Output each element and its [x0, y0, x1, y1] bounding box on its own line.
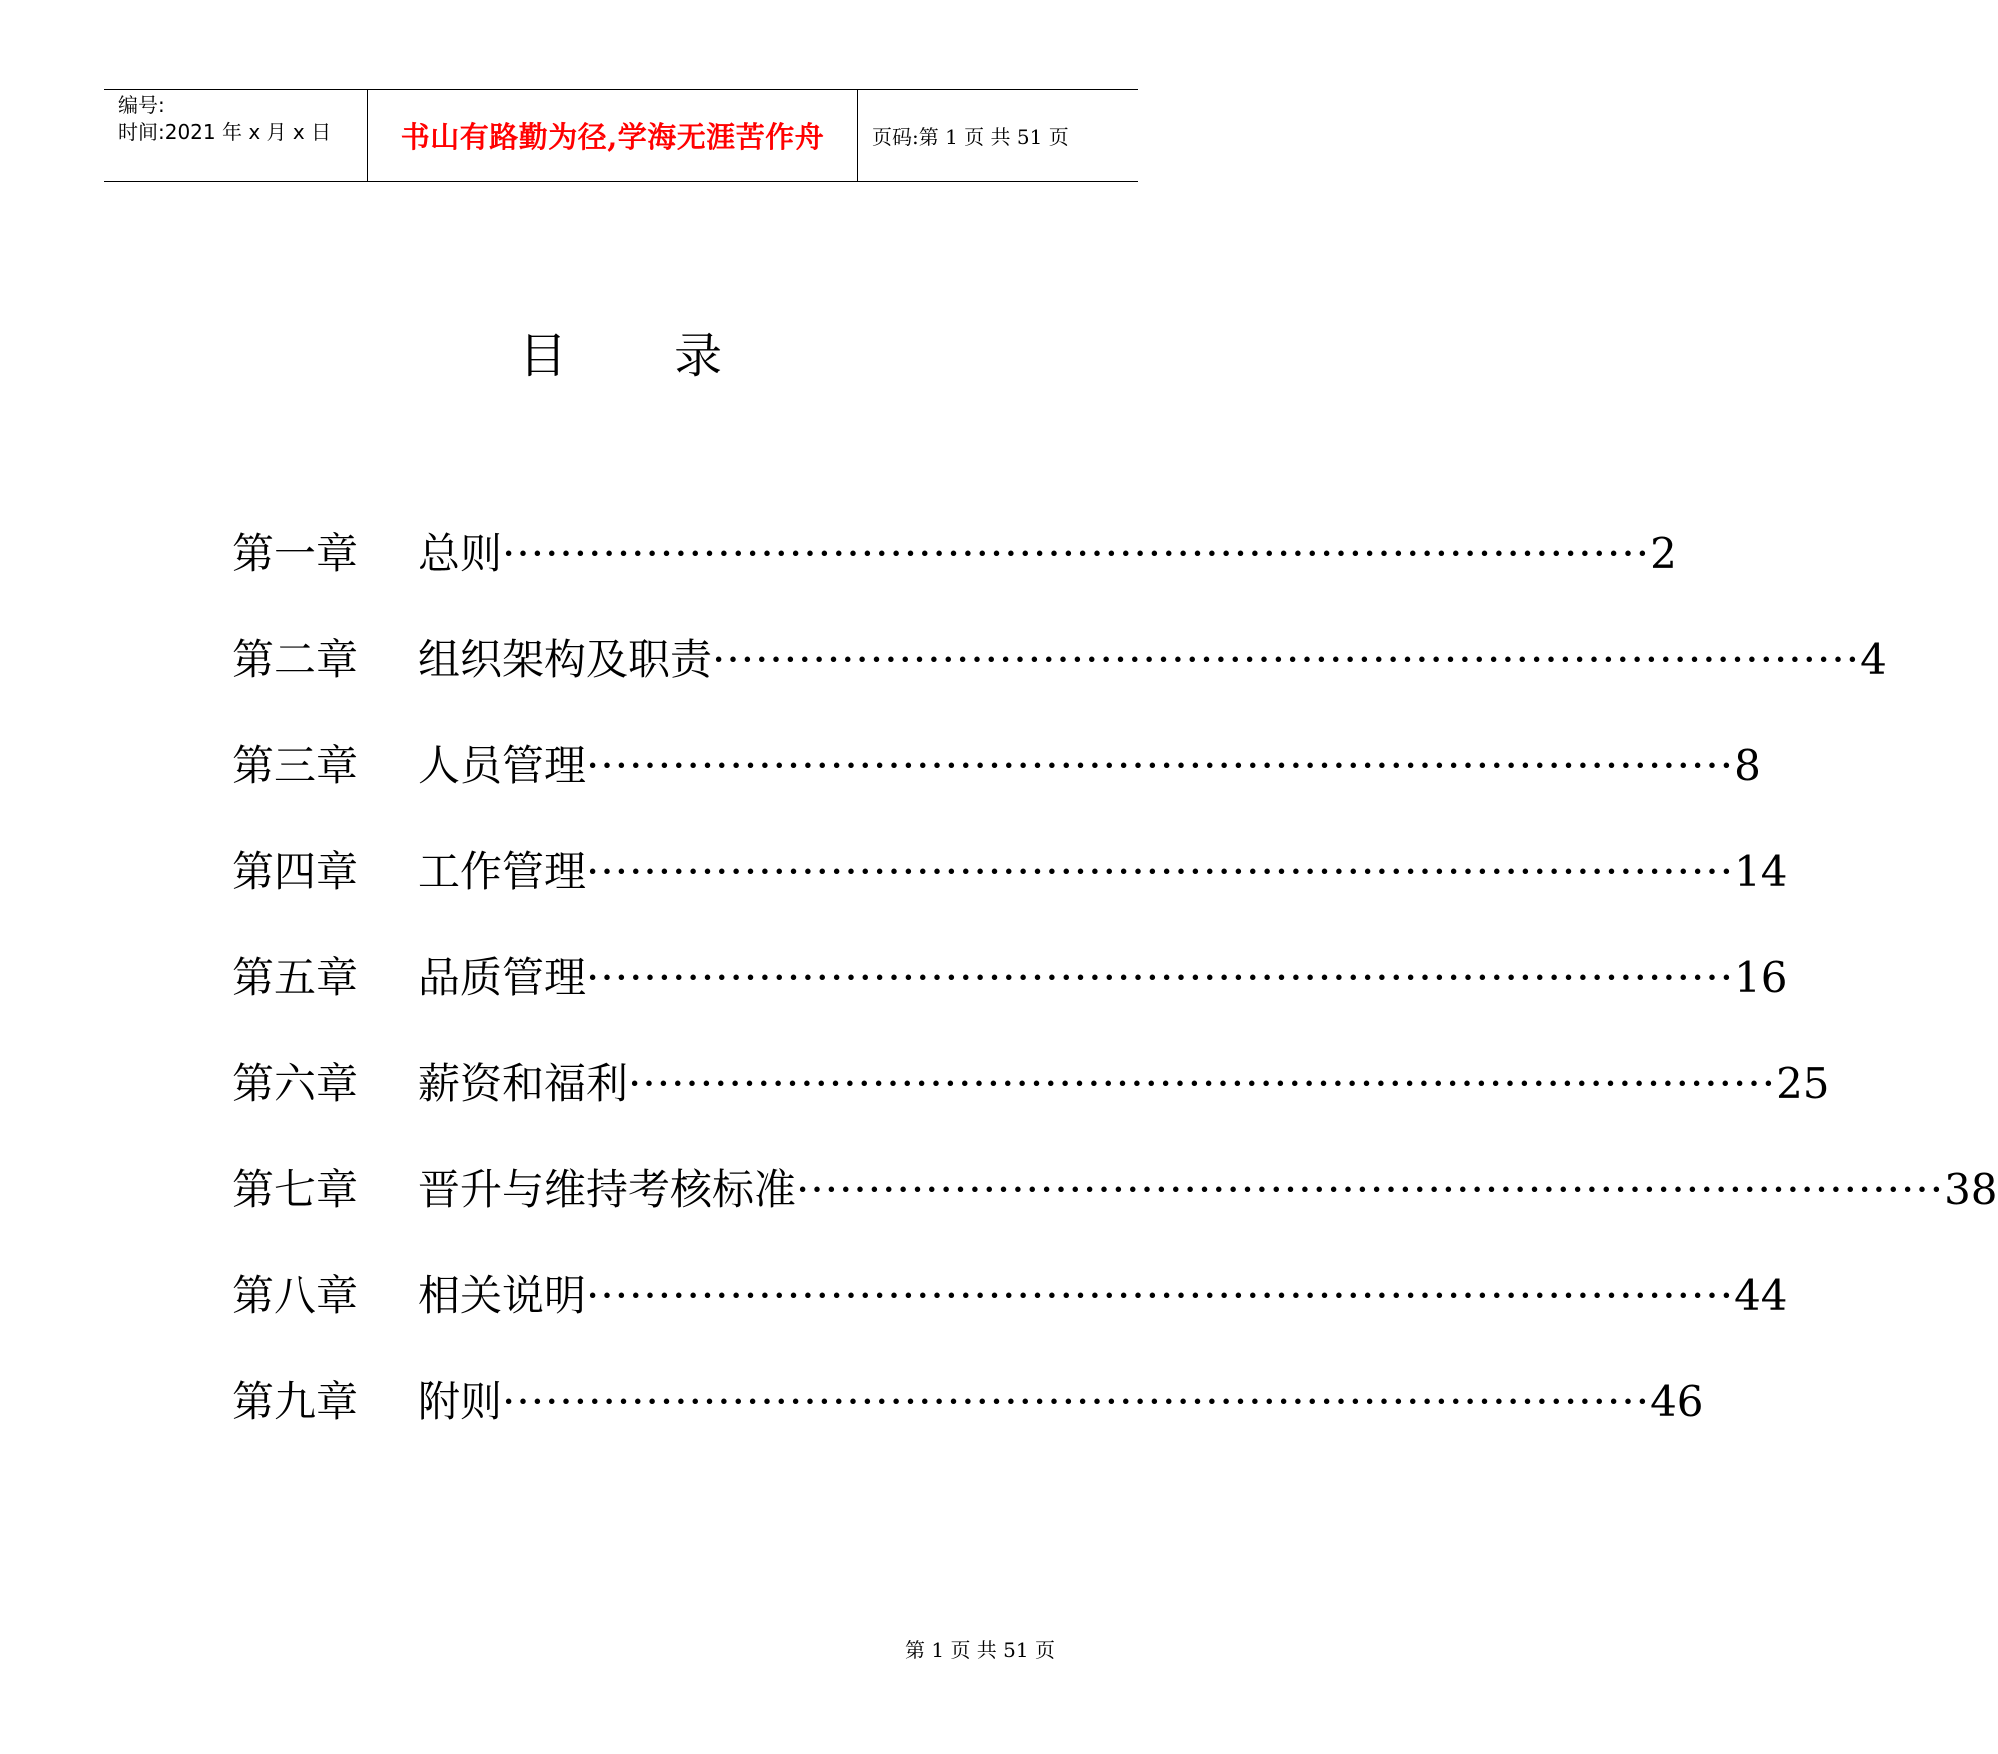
- toc-page-number: 16: [1734, 953, 1788, 1002]
- toc-leader-dots: ················································································: [586, 953, 1735, 1002]
- toc-leader-dots: ················································································: [712, 635, 1861, 684]
- page-title: 目 录: [518, 328, 769, 384]
- toc-page-number: 38: [1944, 1165, 1998, 1214]
- toc-title: 工作管理: [418, 847, 587, 896]
- toc-chapter: 第三章: [232, 741, 359, 790]
- document-number-label: 编号:: [118, 93, 165, 117]
- toc-entry[interactable]: [232, 1159, 1998, 1265]
- document-header: [104, 89, 1138, 182]
- table-of-contents: [232, 523, 1998, 1477]
- toc-entry[interactable]: [232, 735, 1761, 841]
- document-time-label: 时间:2021 年 x 月 x 日: [118, 120, 332, 144]
- toc-page-number: 44: [1734, 1271, 1788, 1320]
- toc-leader-dots: ················································································: [502, 529, 1651, 578]
- toc-entry[interactable]: [232, 947, 1788, 1053]
- toc-entry[interactable]: [232, 1265, 1788, 1371]
- toc-leader-dots: ················································································: [586, 1271, 1735, 1320]
- toc-leader-dots: ················································································: [628, 1059, 1777, 1108]
- toc-title: 相关说明: [418, 1271, 587, 1320]
- toc-title: 薪资和福利: [418, 1059, 629, 1108]
- toc-page-number: 46: [1650, 1377, 1704, 1426]
- toc-chapter: 第二章: [232, 635, 359, 684]
- toc-title: 组织架构及职责: [418, 635, 713, 684]
- toc-leader-dots: ················································································: [796, 1165, 1945, 1214]
- toc-chapter: 第五章: [232, 953, 359, 1002]
- toc-leader-dots: ················································································: [586, 847, 1735, 896]
- toc-title: 人员管理: [418, 741, 587, 790]
- toc-leader-dots: ················································································: [502, 1377, 1651, 1426]
- header-page-info: 页码:第 1 页 共 51 页: [872, 125, 1069, 149]
- header-meta: [104, 90, 368, 181]
- toc-entry[interactable]: [232, 1053, 1830, 1159]
- toc-chapter: 第七章: [232, 1165, 359, 1214]
- toc-title: 品质管理: [418, 953, 587, 1002]
- toc-chapter: 第六章: [232, 1059, 359, 1108]
- toc-entry[interactable]: [232, 1371, 1704, 1477]
- toc-page-number: 25: [1776, 1059, 1830, 1108]
- toc-title: 晋升与维持考核标准: [418, 1165, 797, 1214]
- toc-entry[interactable]: [232, 523, 1677, 629]
- toc-title: 附则: [418, 1377, 503, 1426]
- toc-page-number: 14: [1734, 847, 1788, 896]
- toc-chapter: 第四章: [232, 847, 359, 896]
- toc-page-number: 2: [1650, 529, 1677, 578]
- toc-page-number: 8: [1734, 741, 1761, 790]
- toc-page-number: 4: [1860, 635, 1887, 684]
- toc-chapter: 第九章: [232, 1377, 359, 1426]
- toc-chapter: 第八章: [232, 1271, 359, 1320]
- toc-entry[interactable]: [232, 629, 1887, 735]
- header-motto: 书山有路勤为径,学海无涯苦作舟: [368, 90, 858, 181]
- toc-entry[interactable]: [232, 841, 1788, 947]
- toc-chapter: 第一章: [232, 529, 359, 578]
- toc-title: 总则: [418, 529, 503, 578]
- toc-leader-dots: ················································································: [586, 741, 1735, 790]
- page-footer: 第 1 页 共 51 页: [905, 1638, 1055, 1662]
